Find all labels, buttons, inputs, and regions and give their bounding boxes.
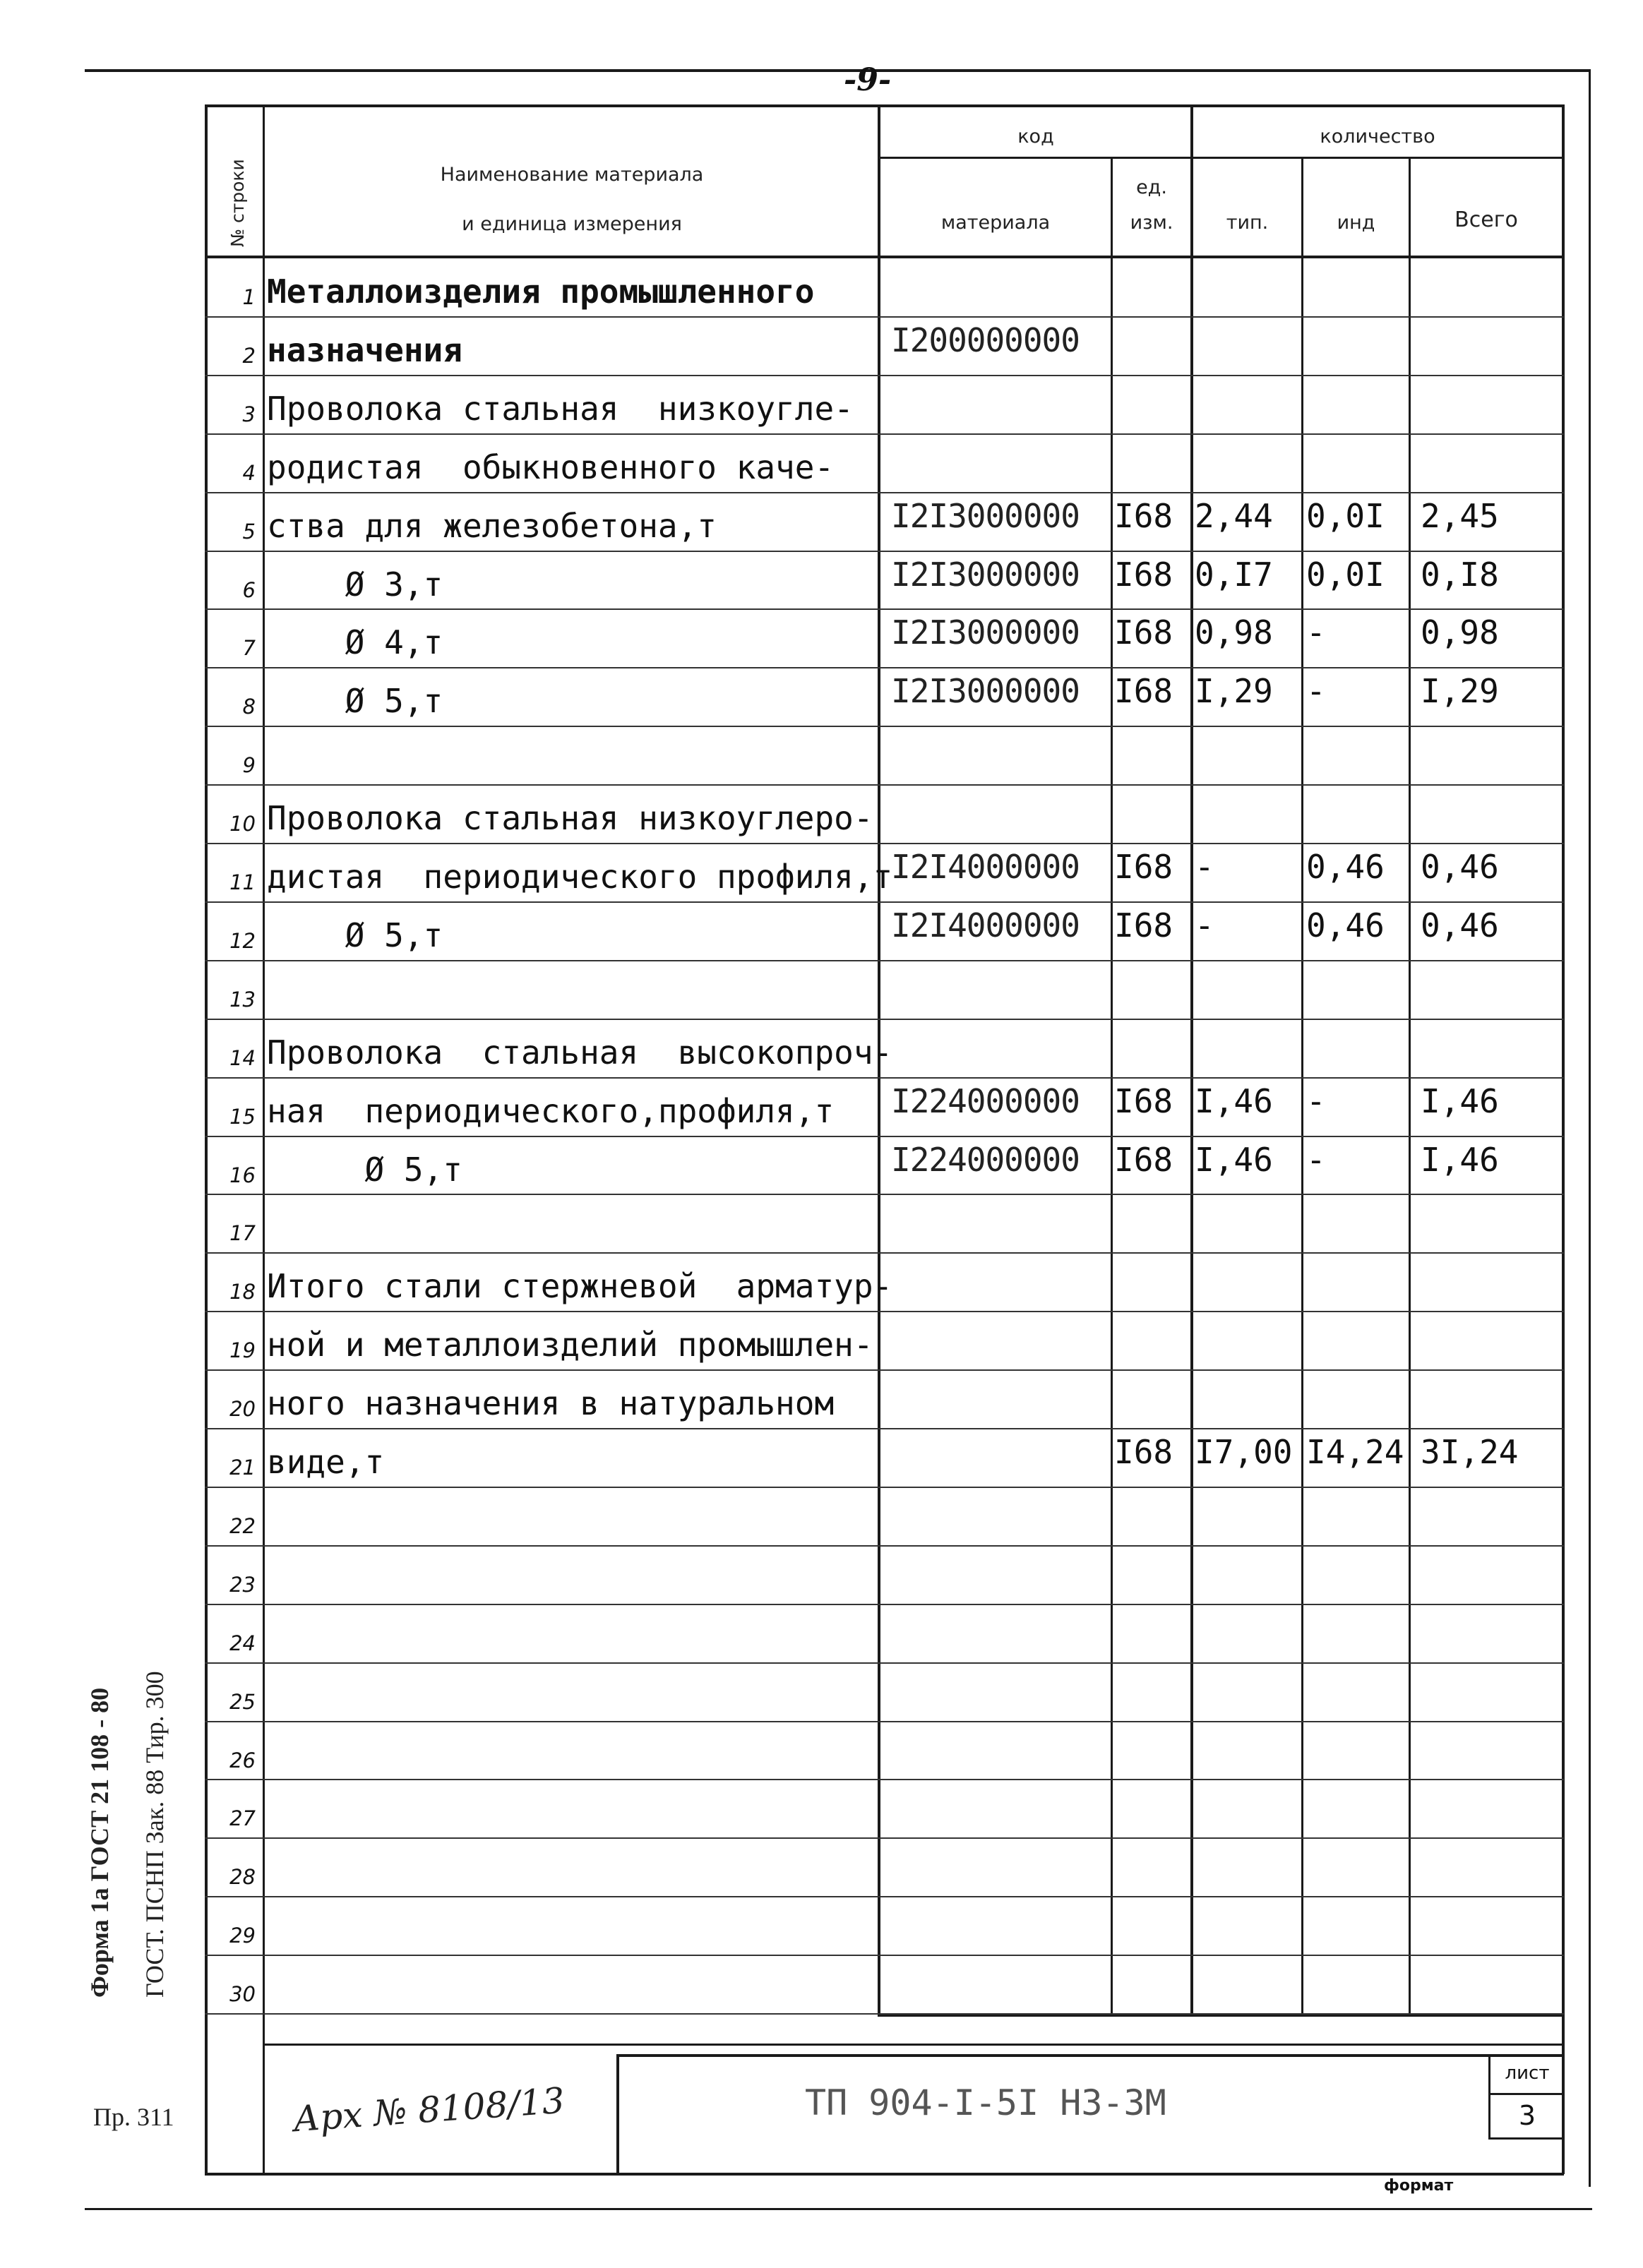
stamp-box-left	[616, 2054, 619, 2174]
stamp-box-top	[616, 2054, 1564, 2057]
row-material-code: I2I3000000	[891, 613, 1080, 652]
row-number: 27	[229, 1806, 256, 1831]
row-number: 12	[229, 928, 256, 953]
row-qty-tip: I,46	[1195, 1140, 1273, 1179]
page-reference: Пр. 311	[93, 2103, 174, 2131]
row-name: виде,т	[267, 1443, 385, 1481]
row-rule	[205, 1779, 1564, 1780]
col-rule-ind	[1409, 157, 1411, 2016]
document-designation: ТП 904-I-5I НЗ-ЗМ	[805, 2082, 1166, 2123]
row-name: родистая обыкновенного каче-	[267, 448, 835, 486]
row-rule	[205, 1955, 1564, 1956]
row-rule	[205, 492, 1564, 493]
row-unit-code: I68	[1114, 1140, 1173, 1179]
row-rule	[205, 1721, 1564, 1722]
stamp-top	[263, 2044, 1564, 2046]
col-rule-code	[1111, 157, 1113, 2016]
row-rule	[205, 1545, 1564, 1547]
row-rule	[205, 843, 1564, 844]
row-number: 29	[229, 1924, 256, 1948]
row-rule	[205, 608, 1564, 610]
row-name: Ø 5,т	[267, 916, 443, 954]
row-qty-total: I,46	[1421, 1140, 1499, 1179]
header-qty-ind: инд	[1337, 212, 1375, 234]
header-qty-group: количество	[1320, 126, 1435, 148]
header-name-line2: и единица измерения	[462, 213, 682, 235]
row-qty-tip: -	[1195, 848, 1214, 886]
format-label: формат	[1384, 2177, 1454, 2195]
row-rule	[205, 1896, 1564, 1897]
row-number: 13	[229, 987, 256, 1012]
row-rule	[205, 1662, 1564, 1664]
row-number: 10	[229, 812, 256, 836]
col-rule-num	[263, 104, 265, 2174]
row-rule	[205, 375, 1564, 376]
row-name: Ø 4,т	[267, 623, 443, 662]
row-number: 15	[229, 1104, 256, 1129]
row-unit-code: I68	[1114, 1081, 1173, 1120]
row-number: 26	[229, 1748, 256, 1772]
header-bottom	[205, 256, 1564, 258]
frame-top	[205, 104, 1564, 107]
stamp-sheet-mid	[1488, 2093, 1564, 2095]
row-material-code: I2I3000000	[891, 672, 1080, 711]
row-rule	[205, 1369, 1564, 1371]
col-rule-tip	[1301, 157, 1303, 2016]
header-name-line1: Наименование материала	[440, 164, 704, 186]
row-rule	[205, 667, 1564, 668]
outer-right-line	[1589, 69, 1591, 2187]
form-line: Форма 1а ГОСТ 21 108 - 80	[85, 1687, 114, 1998]
row-material-code: I224000000	[891, 1140, 1080, 1179]
row-number: 8	[242, 695, 256, 719]
bottom-rule	[85, 2208, 1592, 2210]
stamp-sheet-left	[1488, 2054, 1490, 2139]
row-rule	[205, 1252, 1564, 1254]
row-name: Итого стали стержневой арматур-	[267, 1267, 893, 1306]
row-number: 16	[229, 1163, 256, 1187]
row-qty-ind: -	[1306, 1081, 1326, 1120]
stamp-sheet-bottom	[1488, 2137, 1564, 2140]
row-unit-code: I68	[1114, 496, 1173, 535]
row-qty-total: 0,46	[1421, 906, 1499, 944]
row-qty-total: I,29	[1421, 672, 1499, 711]
row-rule	[205, 1487, 1564, 1488]
row-number: 17	[229, 1221, 256, 1246]
row-qty-total: I,46	[1421, 1081, 1499, 1120]
row-name: Ø 5,т	[267, 1150, 462, 1189]
row-number: 22	[229, 1513, 256, 1538]
print-line: ГОСТ. ПСНП Зак. 88 Тир. 300	[141, 1671, 169, 1998]
row-number: 30	[229, 1982, 256, 2007]
row-rule	[205, 726, 1564, 727]
row-rule	[205, 1604, 1564, 1605]
row-name: Металлоизделия промышленного	[267, 272, 815, 311]
row-number: 5	[242, 519, 256, 544]
row-rule	[205, 1837, 1564, 1839]
header-unit-line1: ед.	[1136, 176, 1167, 198]
row-number: 11	[229, 870, 256, 894]
header-row-no: № строки	[227, 159, 248, 247]
row-qty-tip: 0,I7	[1195, 555, 1273, 594]
row-qty-total: 0,I8	[1421, 555, 1499, 594]
row-name: ной и металлоизделий промышлен-	[267, 1326, 873, 1364]
row-number: 9	[242, 753, 256, 778]
row-rule	[205, 316, 1564, 318]
row-name: назначения	[267, 330, 462, 369]
row-qty-ind: -	[1306, 1140, 1326, 1179]
top-rule	[85, 69, 1589, 72]
row-qty-tip: I7,00	[1195, 1433, 1293, 1471]
row-rule	[205, 1194, 1564, 1195]
row-material-code: I2I3000000	[891, 496, 1080, 535]
row-qty-ind: I4,24	[1306, 1433, 1404, 1471]
row-number: 3	[242, 402, 256, 426]
row-rule	[205, 784, 1564, 786]
row-rule	[205, 1311, 1564, 1312]
row-qty-tip: -	[1195, 906, 1214, 944]
sheet-label: лист	[1505, 2063, 1550, 2084]
row-qty-ind: -	[1306, 672, 1326, 711]
row-unit-code: I68	[1114, 848, 1173, 886]
row-qty-ind: 0,46	[1306, 906, 1385, 944]
row-qty-ind: 0,46	[1306, 848, 1385, 886]
row-rule	[205, 1136, 1564, 1137]
row-rule	[205, 1019, 1564, 1020]
row-qty-total: 0,46	[1421, 848, 1499, 886]
row-rule	[205, 433, 1564, 435]
col-rule-unit	[1190, 104, 1193, 2016]
row-name: Проволока стальная низкоуглеро-	[267, 799, 873, 838]
row-number: 23	[229, 1572, 256, 1597]
row-name: ного назначения в натуральном	[267, 1384, 835, 1423]
row-number: 20	[229, 1397, 256, 1422]
row-number: 19	[229, 1338, 256, 1363]
row-rule	[205, 2013, 1564, 2015]
frame-left	[205, 104, 208, 2174]
row-number: 25	[229, 1689, 256, 1714]
header-code-material: материала	[940, 212, 1051, 234]
row-number: 1	[242, 285, 256, 309]
row-number: 7	[242, 636, 256, 661]
row-name: Проволока стальная низкоугле-	[267, 389, 854, 428]
row-qty-total: 2,45	[1421, 496, 1499, 535]
row-qty-tip: I,46	[1195, 1081, 1273, 1120]
row-qty-ind: 0,0I	[1306, 555, 1385, 594]
archive-number: Арх № 8108/13	[292, 2080, 566, 2140]
row-material-code: I224000000	[891, 1081, 1080, 1120]
header-code-group: код	[1017, 126, 1054, 148]
row-qty-tip: 2,44	[1195, 496, 1273, 535]
header-qty-total: Всего	[1454, 208, 1518, 232]
row-material-code: I2I4000000	[891, 906, 1080, 944]
header-qty-tip: тип.	[1226, 212, 1269, 234]
sheet-number: 3	[1518, 2100, 1536, 2131]
header-unit-line2: изм.	[1130, 212, 1173, 234]
row-number: 6	[242, 577, 256, 602]
row-material-code: I200000000	[891, 320, 1080, 359]
row-qty-tip: 0,98	[1195, 613, 1273, 652]
row-name: дистая периодического профиля,т	[267, 858, 893, 896]
row-number: 2	[242, 343, 256, 368]
row-number: 28	[229, 1865, 256, 1890]
row-rule	[205, 551, 1564, 552]
row-rule	[205, 1428, 1564, 1429]
row-material-code: I2I3000000	[891, 555, 1080, 594]
row-rule	[205, 960, 1564, 961]
row-name: Проволока стальная высокопроч-	[267, 1033, 893, 1072]
row-qty-total: 0,98	[1421, 613, 1499, 652]
row-number: 4	[242, 460, 256, 485]
row-qty-total: 3I,24	[1421, 1433, 1519, 1471]
row-name: Ø 3,т	[267, 565, 443, 604]
row-name: ная периодического,профиля,т	[267, 1091, 835, 1130]
row-qty-ind: 0,0I	[1306, 496, 1385, 535]
row-unit-code: I68	[1114, 1433, 1173, 1471]
frame-right	[1562, 104, 1565, 2174]
row-number: 24	[229, 1631, 256, 1655]
row-name: ства для железобетона,т	[267, 506, 717, 545]
row-number: 14	[229, 1045, 256, 1070]
row-rule	[205, 901, 1564, 903]
row-unit-code: I68	[1114, 555, 1173, 594]
row-qty-tip: I,29	[1195, 672, 1273, 711]
row-qty-ind: -	[1306, 613, 1326, 652]
row-unit-code: I68	[1114, 613, 1173, 652]
row-number: 21	[229, 1456, 256, 1480]
frame-bottom	[205, 2173, 1564, 2176]
row-number: 18	[229, 1280, 256, 1304]
row-rule	[205, 1077, 1564, 1079]
row-name: Ø 5,т	[267, 682, 443, 721]
row-unit-code: I68	[1114, 906, 1173, 944]
row-material-code: I2I4000000	[891, 848, 1080, 886]
page-mark: -9-	[844, 62, 892, 98]
header-group-rule	[879, 157, 1564, 159]
row-unit-code: I68	[1114, 672, 1173, 711]
